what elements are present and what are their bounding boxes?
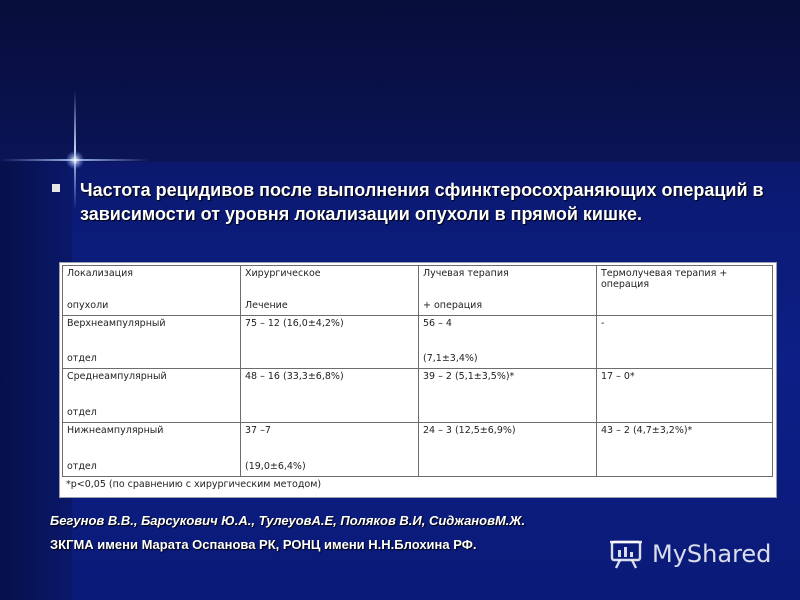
watermark <box>608 536 788 572</box>
header-cell <box>597 266 773 316</box>
cell-bottom: отдел <box>67 407 97 419</box>
cell-top: 43 – 2 (4,7±3,2%)* <box>601 425 693 437</box>
cell-top: 37 –7 <box>245 425 271 437</box>
header-cell-bottom: Лечение <box>245 299 288 311</box>
results-table-frame <box>59 262 777 498</box>
cell-top: 56 – 4 <box>423 317 452 329</box>
results-table <box>62 265 773 477</box>
presentation-board-icon <box>608 536 646 572</box>
cell-top: 39 – 2 (5,1±3,5%)* <box>423 371 515 383</box>
bullet-square-icon <box>52 184 60 192</box>
table-header-row <box>63 266 773 316</box>
table-cell <box>63 315 241 369</box>
top-band <box>0 0 800 162</box>
cell-top: - <box>601 317 605 329</box>
cell-top: 17 – 0* <box>601 371 635 383</box>
table-row <box>63 369 773 423</box>
watermark-text: MyShared <box>652 540 772 568</box>
cell-top: 48 – 16 (33,3±6,8%) <box>245 371 344 383</box>
table-cell <box>419 423 597 477</box>
table-cell <box>63 369 241 423</box>
table-cell <box>597 369 773 423</box>
header-cell <box>241 266 419 316</box>
header-cell <box>63 266 241 316</box>
cell-top: 24 – 3 (12,5±6,9%) <box>423 425 516 437</box>
header-cell <box>419 266 597 316</box>
header-cell-bottom: опухоли <box>67 299 109 311</box>
cell-top: 75 – 12 (16,0±4,2%) <box>245 317 344 329</box>
table-row <box>63 315 773 369</box>
slide-heading: Частота рецидивов после выполнения сфинктеросохраняющих операций в зависимости от уровня локализации опухоли в прямой кишке. <box>80 180 764 224</box>
table-cell <box>419 315 597 369</box>
table-cell <box>241 369 419 423</box>
cell-top: Среднеампулярный <box>67 371 167 383</box>
institution-line: ЗКГМА имени Марата Оспанова РК, РОНЦ имени Н.Н.Блохина РФ. <box>50 537 477 552</box>
table-cell <box>597 423 773 477</box>
heading-block <box>52 178 772 226</box>
cell-bottom: отдел <box>67 353 97 365</box>
table-footnote: *р<0,05 (по сравнению с хирургическим методом) <box>66 479 322 490</box>
table-cell <box>241 423 419 477</box>
authors-line: Бегунов В.В., Барсукович Ю.А., ТулеуовА.Е, Поляков В.И, СиджановМ.Ж. <box>50 513 526 528</box>
table-cell <box>241 315 419 369</box>
table-cell <box>63 423 241 477</box>
table-cell <box>597 315 773 369</box>
header-cell-top: Хирургическое <box>245 268 321 279</box>
header-cell-top: Лучевая терапия <box>423 268 509 279</box>
header-cell-top: Локализация <box>67 268 133 279</box>
table-cell <box>419 369 597 423</box>
cell-bottom: отдел <box>67 461 97 472</box>
cell-top: Верхнеампулярный <box>67 317 166 329</box>
glow-sparkle <box>66 151 84 169</box>
cell-bottom: (19,0±6,4%) <box>245 461 306 472</box>
header-cell-bottom: + операция <box>423 299 483 311</box>
header-cell-top: Термолучевая терапия + операция <box>601 268 728 290</box>
cell-bottom: (7,1±3,4%) <box>423 353 478 365</box>
table-row <box>63 423 773 477</box>
cell-top: Нижнеампулярный <box>67 425 164 437</box>
